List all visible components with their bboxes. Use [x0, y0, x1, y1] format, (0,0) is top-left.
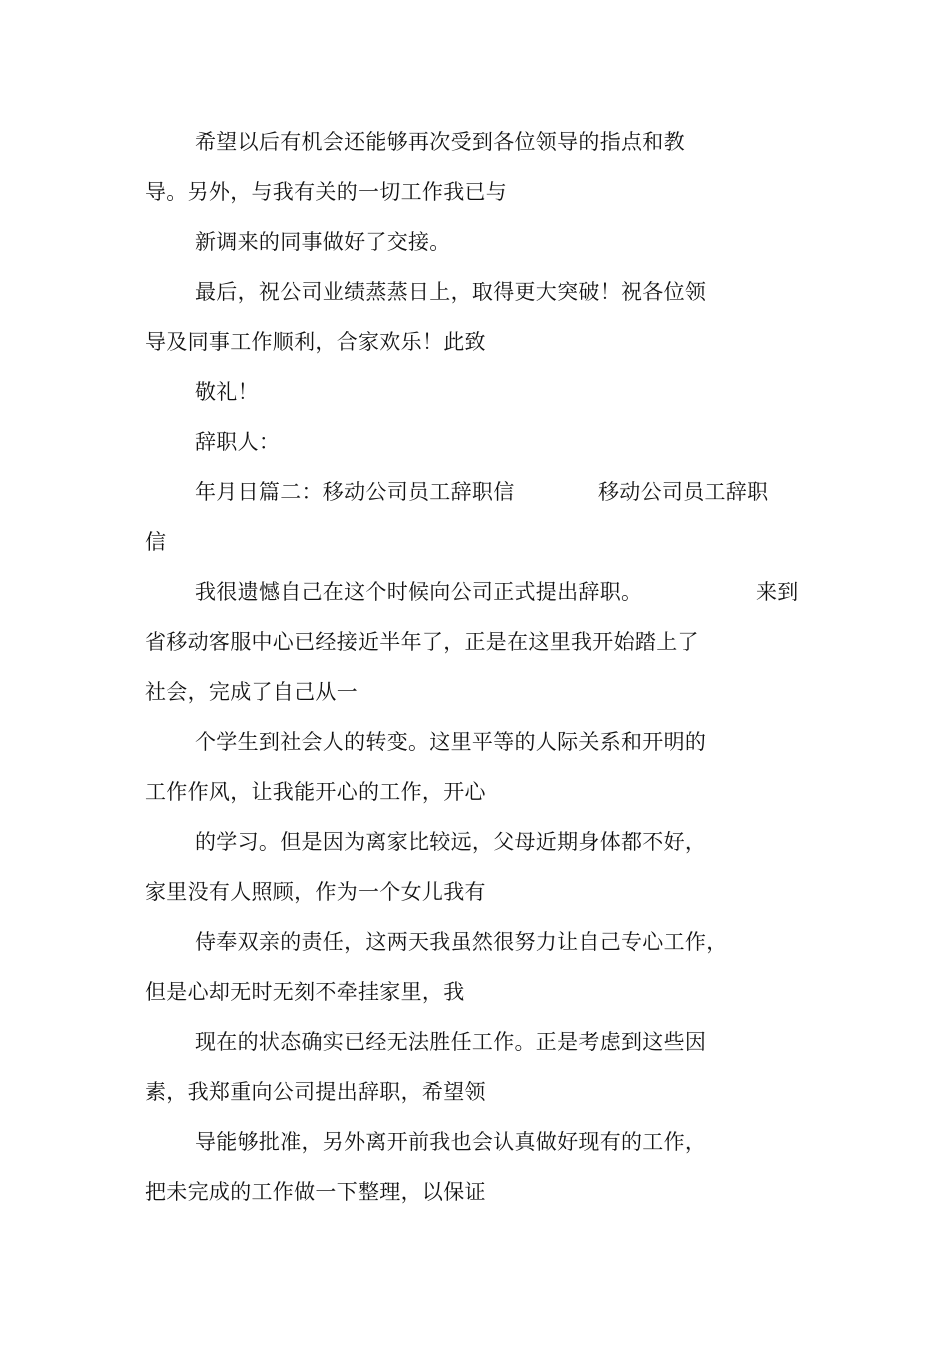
paragraph-line: 省移动客服中心已经接近半年了，正是在这里我开始踏上了	[145, 630, 699, 654]
paragraph-line: 导能够批准，另外离开前我也会认真做好现有的工作，	[195, 1130, 707, 1154]
paragraph-line: 侍奉双亲的责任，这两天我虽然很努力让自己专心工作，	[195, 930, 728, 954]
paragraph-line: 我很遗憾自己在这个时候向公司正式提出辞职。	[195, 580, 643, 604]
paragraph-line: 工作作风，让我能开心的工作，开心	[145, 780, 486, 804]
paragraph-line: 把未完成的工作做一下整理，以保证	[145, 1180, 486, 1204]
section-heading: 年月日篇二：移动公司员工辞职信	[195, 480, 515, 504]
closing-salutation: 敬礼！	[195, 380, 259, 404]
letter-title-continuation: 信	[145, 530, 167, 554]
paragraph-line: 的学习。但是因为离家比较远，父母近期身体都不好，	[195, 830, 707, 854]
letter-title: 移动公司员工辞职	[598, 480, 769, 504]
paragraph-line: 导及同事工作顺利，合家欢乐！此致	[145, 330, 486, 354]
paragraph-line: 但是心却无时无刻不牵挂家里，我	[145, 980, 465, 1004]
paragraph-line: 社会，完成了自己从一	[145, 680, 358, 704]
paragraph-line: 素，我郑重向公司提出辞职，希望领	[145, 1080, 486, 1104]
paragraph-line: 家里没有人照顾，作为一个女儿我有	[145, 880, 486, 904]
paragraph-line: 最后，祝公司业绩蒸蒸日上，取得更大突破！祝各位领	[195, 280, 707, 304]
paragraph-line: 新调来的同事做好了交接。	[195, 230, 451, 254]
paragraph-line: 个学生到社会人的转变。这里平等的人际关系和开明的	[195, 730, 707, 754]
signature-label: 辞职人：	[195, 430, 281, 454]
paragraph-line: 来到	[756, 580, 799, 604]
paragraph-line: 现在的状态确实已经无法胜任工作。正是考虑到这些因	[195, 1030, 707, 1054]
paragraph-line: 导。另外，与我有关的一切工作我已与	[145, 180, 508, 204]
paragraph-line: 希望以后有机会还能够再次受到各位领导的指点和教	[195, 130, 685, 154]
